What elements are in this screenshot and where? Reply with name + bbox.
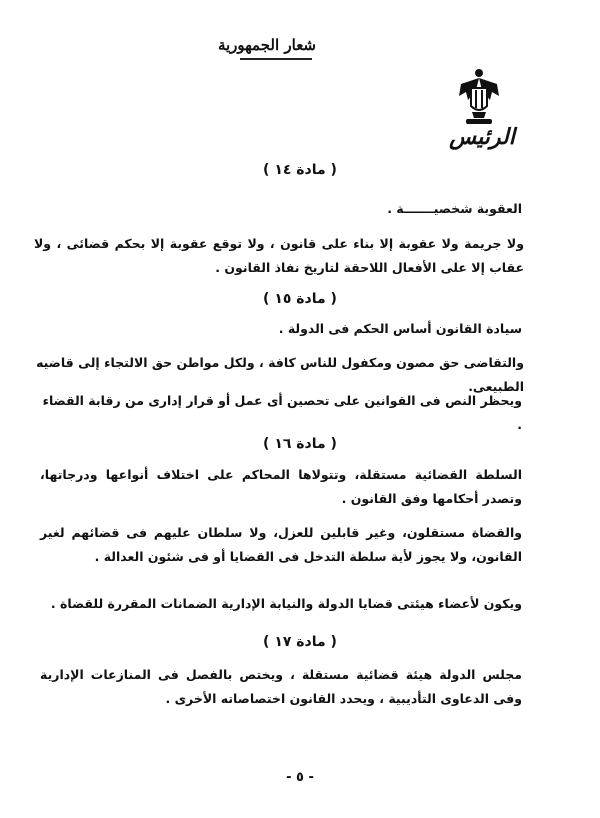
motto-underline xyxy=(240,58,312,60)
article-16-heading: ( مادة ١٦ ) xyxy=(263,436,337,452)
article-15-paragraph-3: ويحظر النص فى القوانين على تحصين أى عمل أو قرار إدارى من رقابة القضاء . xyxy=(42,393,522,432)
article-14-heading: ( مادة ١٤ ) xyxy=(263,162,337,178)
article-15-paragraph-2: والتقاضى حق مصون ومكفول للناس كافة ، ولكل مواطن حق الالتجاء إلى قاضيه الطبيعى. xyxy=(36,355,524,394)
article-16-paragraph-2: والقضاة مستقلون، وغير قابلين للعزل، ولا سلطان عليهم فى قضائهم لغير القانون، ولا يجوز لأية سلطة التدخل فى القضايا أو فى شئون العدالة . xyxy=(40,525,522,564)
article-14-paragraph-1: العقوبة شخصيـــــــة . xyxy=(387,201,522,216)
article-14-paragraph-2: ولا جريمة ولا عقوبة إلا بناء على قانون ، ولا توقع عقوبة إلا بحكم قضائى ، ولا عقاب إلا على الأفعال اللاحقة لتاريخ نفاذ القانون . xyxy=(34,236,524,275)
article-17-paragraph-1: مجلس الدولة هيئة قضائية مستقلة ، ويختص بالفصل فى المنازعات الإدارية وفى الدعاوى التأديبية ، ويحدد القانون اختصاصاته الأخرى . xyxy=(40,667,522,706)
president-title: الرئيس xyxy=(449,124,515,150)
republic-motto: شعار الجمهورية xyxy=(217,36,316,54)
article-15-heading: ( مادة ١٥ ) xyxy=(263,291,337,307)
article-16-paragraph-3: ويكون لأعضاء هيئتى قضايا الدولة والنيابة الإدارية الضمانات المقررة للقضاة . xyxy=(50,596,522,611)
article-16-paragraph-1: السلطة القضائية مستقلة، وتتولاها المحاكم على اختلاف أنواعها ودرجاتها، وتصدر أحكامها وفق القانون . xyxy=(40,467,522,506)
article-17-heading: ( مادة ١٧ ) xyxy=(263,634,337,650)
page-number: - ٥ - xyxy=(286,770,314,785)
eagle-emblem-icon xyxy=(456,66,502,126)
article-15-paragraph-1: سيادة القانون أساس الحكم فى الدولة . xyxy=(278,321,522,336)
